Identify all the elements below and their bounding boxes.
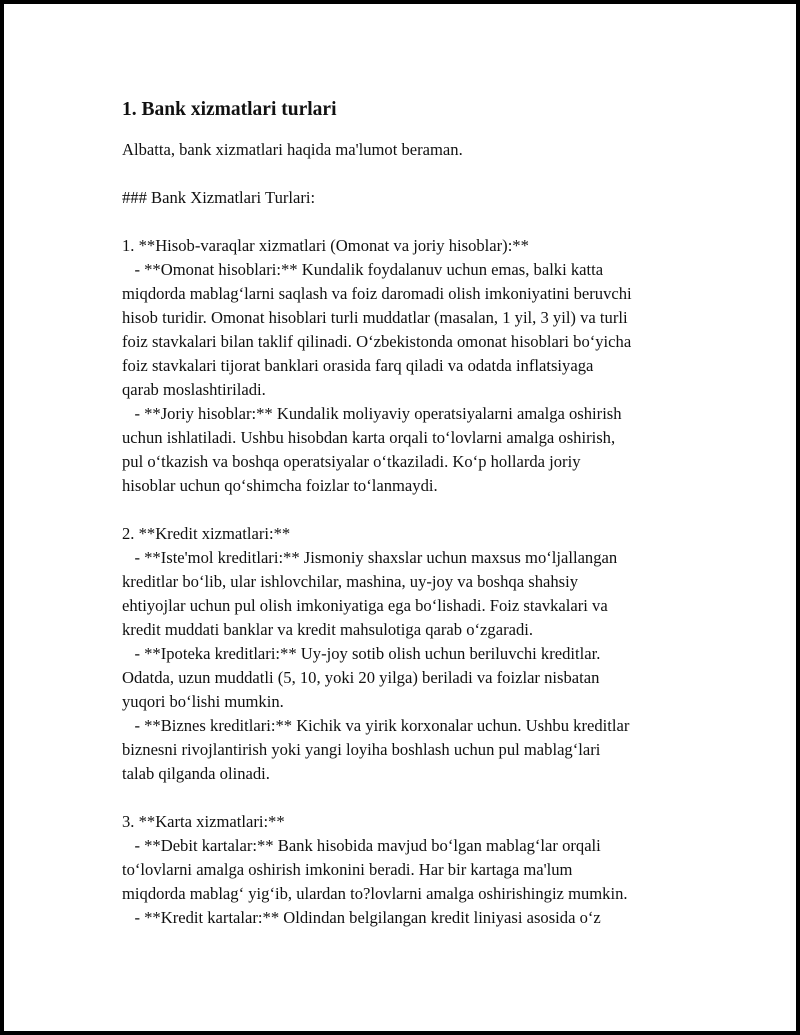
text-line: uchun ishlatiladi. Ushbu hisobdan karta orqali to‘lovlarni amalga oshirish, (122, 428, 616, 447)
document-body (122, 138, 772, 930)
text-line: biznesni rivojlantirish yoki yangi loyiha boshlash uchun pul mablag‘lari (122, 740, 601, 759)
text-line: pul o‘tkazish va boshqa operatsiyalar o‘tkaziladi. Ko‘p hollarda joriy (122, 452, 581, 471)
document-content (122, 98, 772, 930)
text-line: - **Joriy hisoblar:** Kundalik moliyaviy operatsiyalarni amalga oshirish (122, 404, 622, 423)
text-line: - **Omonat hisoblari:** Kundalik foydalanuv uchun emas, balki katta (122, 260, 604, 279)
text-line: miqdorda mablag‘larni saqlash va foiz daromadi olish imkoniyatini beruvchi (122, 284, 632, 303)
document-title: 1. Bank xizmatlari turlari (122, 99, 337, 120)
text-line: foiz stavkalari tijorat banklari orasida farq qiladi va odatda inflatsiyaga (122, 356, 594, 375)
text-line: 3. **Karta xizmatlari:** (122, 812, 285, 831)
text-line: hisoblar uchun qo‘shimcha foizlar to‘lanmaydi. (122, 476, 438, 495)
text-line: miqdorda mablag‘ yig‘ib, ulardan to?lovlarni amalga oshirishingiz mumkin. (122, 884, 628, 903)
text-line: - **Ipoteka kreditlari:** Uy-joy sotib olish uchun beriluvchi kreditlar. (122, 644, 601, 663)
text-line (122, 786, 772, 810)
text-line: foiz stavkalari bilan taklif qilinadi. O‘zbekistonda omonat hisoblari bo‘yicha (122, 332, 632, 351)
text-line: kreditlar bo‘lib, ular ishlovchilar, mashina, uy-joy va boshqa shahsiy (122, 572, 579, 591)
text-line: - **Debit kartalar:** Bank hisobida mavjud bo‘lgan mablag‘lar orqali (122, 836, 601, 855)
text-line: 2. **Kredit xizmatlari:** (122, 524, 291, 543)
text-line (122, 210, 772, 234)
text-line: yuqori bo‘lishi mumkin. (122, 692, 284, 711)
text-line: - **Biznes kreditlari:** Kichik va yirik korxonalar uchun. Ushbu kreditlar (122, 716, 630, 735)
text-line (122, 498, 772, 522)
text-line: kredit muddati banklar va kredit mahsulotiga qarab o‘zgaradi. (122, 620, 534, 639)
text-line: - **Kredit kartalar:** Oldindan belgilangan kredit liniyasi asosida o‘z (122, 908, 601, 927)
text-line: to‘lovlarni amalga oshirish imkonini beradi. Har bir kartaga ma'lum (122, 860, 573, 879)
text-line: qarab moslashtiriladi. (122, 380, 266, 399)
text-line: 1. **Hisob-varaqlar xizmatlari (Omonat va joriy hisoblar):** (122, 236, 529, 255)
text-line: - **Iste'mol kreditlari:** Jismoniy shaxslar uchun maxsus mo‘ljallangan (122, 548, 618, 567)
text-line: hisob turidir. Omonat hisoblari turli muddatlar (masalan, 1 yil, 3 yil) va turli (122, 308, 628, 327)
text-line: talab qilganda olinadi. (122, 764, 270, 783)
text-line: ehtiyojlar uchun pul olish imkoniyatiga ega bo‘lishadi. Foiz stavkalari va (122, 596, 608, 615)
text-line (122, 162, 772, 186)
text-line: Albatta, bank xizmatlari haqida ma'lumot beraman. (122, 140, 463, 159)
text-line: ### Bank Xizmatlari Turlari: (122, 188, 316, 207)
text-line: Odatda, uzun muddatli (5, 10, yoki 20 yilga) beriladi va foizlar nisbatan (122, 668, 600, 687)
